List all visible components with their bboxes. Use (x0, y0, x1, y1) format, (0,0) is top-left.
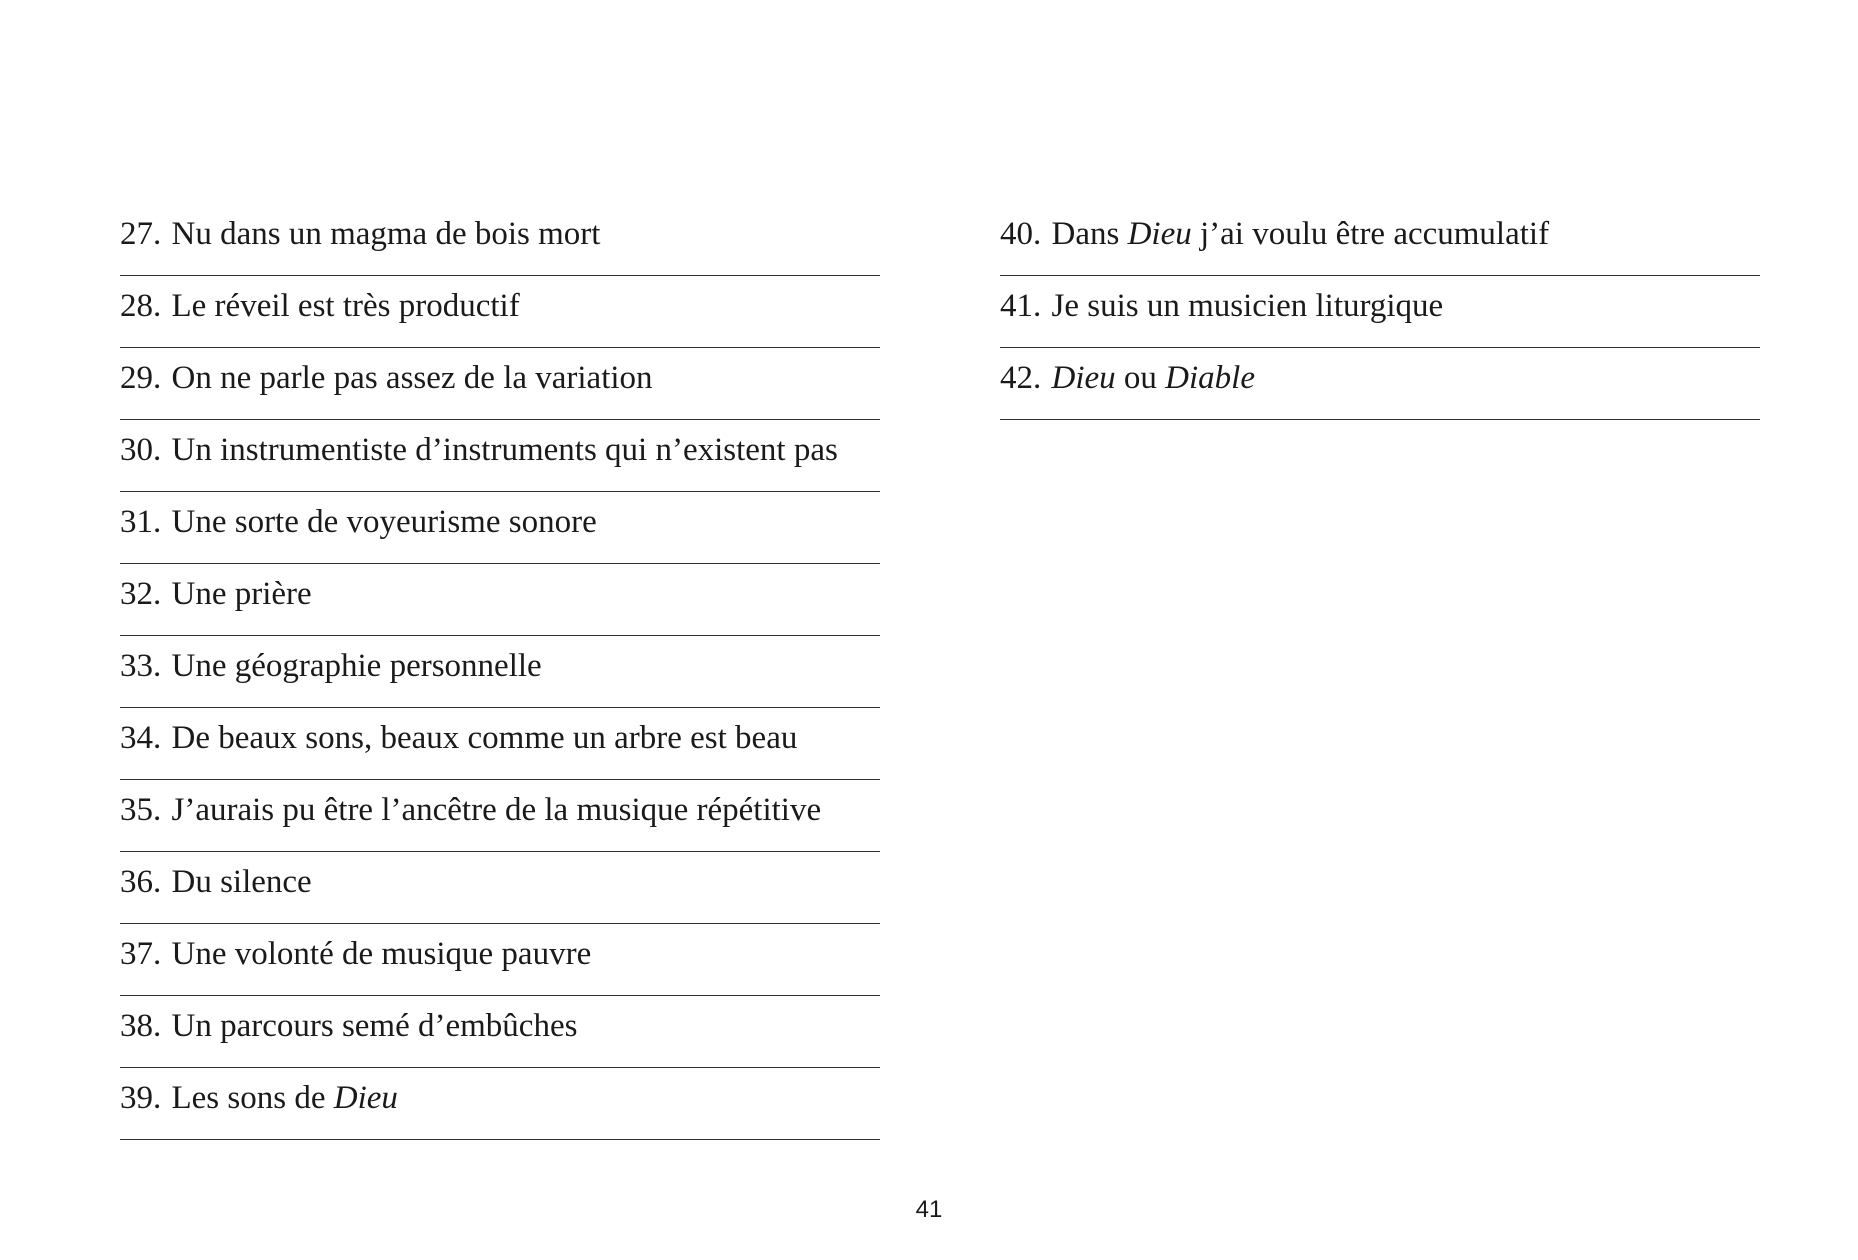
item-number: 39. (120, 1080, 162, 1116)
item-number: 37. (120, 936, 162, 972)
item-text: De beaux sons, beaux comme un arbre est beau (163, 720, 798, 756)
list-item (1000, 276, 1760, 348)
item-text: Un parcours semé d’embûches (163, 1008, 578, 1044)
list-item (120, 1068, 880, 1140)
item-number: 35. (120, 792, 162, 828)
item-text: On ne parle pas assez de la variation (163, 360, 653, 396)
item-text: Je suis un musicien liturgique (1043, 288, 1444, 324)
left-column (120, 204, 880, 1140)
item-number: 42. (1000, 360, 1042, 396)
list-item (120, 492, 880, 564)
list-item (1000, 204, 1760, 276)
item-text: J’aurais pu être l’ancêtre de la musique répétitive (163, 792, 822, 828)
item-number: 36. (120, 864, 162, 900)
list-item (120, 276, 880, 348)
item-number: 27. (120, 216, 162, 252)
item-text: Une prière (163, 576, 312, 612)
list-item (120, 636, 880, 708)
item-number: 28. (120, 288, 162, 324)
item-number: 34. (120, 720, 162, 756)
item-title-italic: Dieu (333, 1080, 398, 1116)
item-number: 38. (120, 1008, 162, 1044)
item-text: Nu dans un magma de bois mort (163, 216, 601, 252)
list-item (120, 852, 880, 924)
item-text: Une volonté de musique pauvre (163, 936, 592, 972)
list-item (120, 348, 880, 420)
list-item (1000, 348, 1760, 420)
item-text (1043, 360, 1051, 396)
item-number: 33. (120, 648, 162, 684)
page-number: 41 (915, 1196, 943, 1223)
item-text: Du silence (163, 864, 312, 900)
item-text: Un instrumentiste d’instruments qui n’existent pas (163, 432, 838, 468)
item-number: 31. (120, 504, 162, 540)
list-item (120, 780, 880, 852)
list-item (120, 924, 880, 996)
list-item (120, 204, 880, 276)
item-number: 32. (120, 576, 162, 612)
item-text: Dans (1043, 216, 1128, 252)
item-number: 40. (1000, 216, 1042, 252)
list-item (120, 708, 880, 780)
item-text: Une sorte de voyeurisme sonore (163, 504, 597, 540)
item-text: Le réveil est très productif (163, 288, 520, 324)
item-title-italic: Dieu (1127, 216, 1192, 252)
list-item (120, 420, 880, 492)
right-column (1000, 204, 1760, 420)
item-text: Les sons de (163, 1080, 334, 1116)
item-number: 41. (1000, 288, 1042, 324)
item-text: j’ai voulu être accumulatif (1191, 216, 1550, 252)
list-item (120, 564, 880, 636)
item-number: 29. (120, 360, 162, 396)
item-number: 30. (120, 432, 162, 468)
list-item (120, 996, 880, 1068)
item-text: Une géographie personnelle (163, 648, 542, 684)
item-title-italic: Dieu (1051, 360, 1116, 396)
item-text: ou (1115, 360, 1166, 396)
item-title-italic: Diable (1165, 360, 1255, 396)
